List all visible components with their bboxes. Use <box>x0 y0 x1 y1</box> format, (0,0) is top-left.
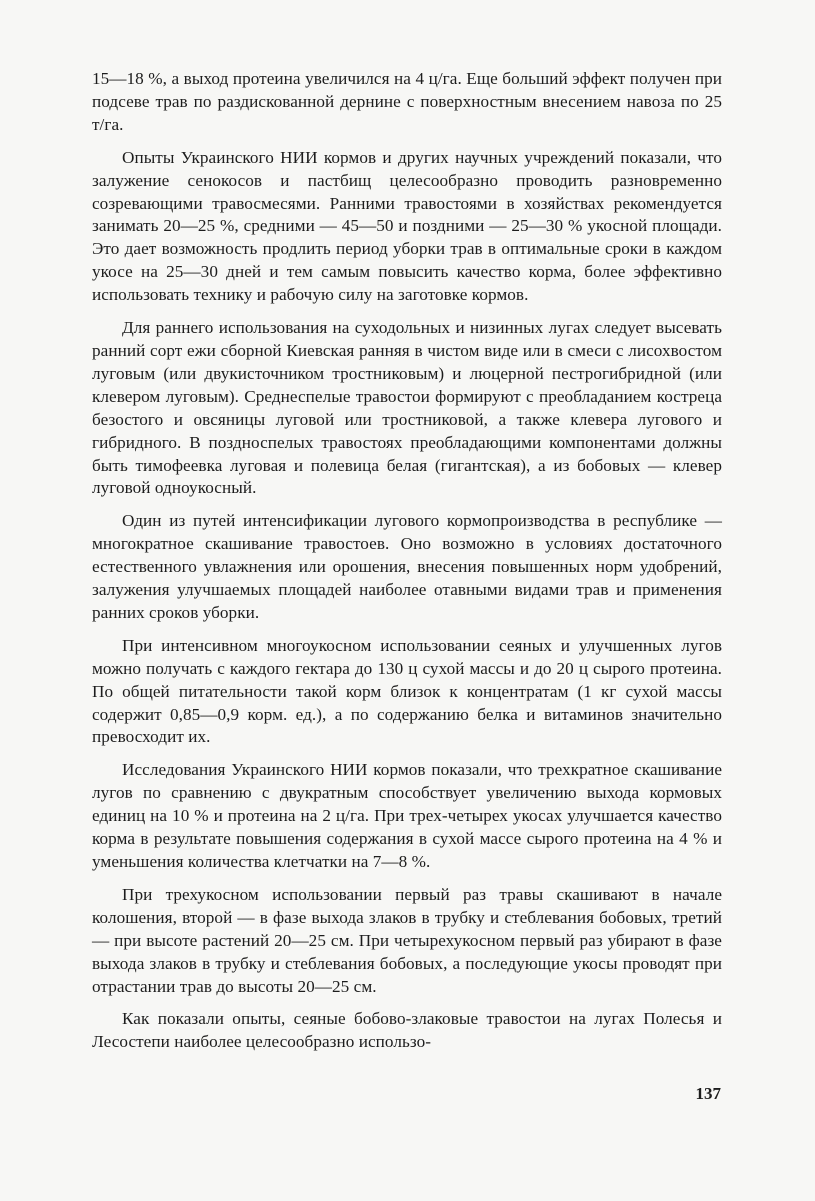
paragraph-3: Для раннего использования на суходольных и низинных лугах следует высевать ранний сорт ежи сборной Киевская ранняя в чистом виде или в смеси с лисохвостом луговым (или двукисточником тростниковым) и люцерной пестрогибридной (или клевером луговым). Среднеспелые травостои формируют с преобладанием костреца безостого и овсяницы луговой или тростниковой, а также клевера лугового и гибридного. В поздноспелых травостоях преобладающими компонентами должны быть тимофеевка луговая и полевица белая (гигантская), а из бобовых — клевер луговой одноукосный. <box>92 318 722 498</box>
page-text-block <box>92 68 722 1064</box>
paragraph-6: Исследования Украинского НИИ кормов показали, что трехкратное скашивание лугов по сравнению с двукратным способствует увеличению выхода кормовых единиц на 10 % и протеина на 2 ц/га. При трех-четырех укосах улучшается качество корма в результате повышения содержания в сухой массе сырого протеина на 4 % и уменьшения количества клетчатки на 7—8 %. <box>92 760 722 871</box>
page-number: 137 <box>695 1084 721 1103</box>
paragraph-4: Один из путей интенсификации лугового кормопроизводства в республике — многократное скашивание травостоев. Оно возможно в условиях достаточного естественного увлажнения или орошения, внесения повышенных норм удобрений, залужения улучшаемых площадей наиболее отавными видами трав и применения ранних сроков уборки. <box>92 511 722 622</box>
paragraph-2: Опыты Украинского НИИ кормов и других научных учреждений показали, что залужение сенокосов и пастбищ целесообразно проводить разновременно созревающими травосмесями. Ранними травостоями в хозяйствах рекомендуется занимать 20—25 %, средними — 45—50 и поздними — 25—30 % укосной площади. Это дает возможность продлить период уборки трав в оптимальные сроки в каждом укосе на 25—30 дней и тем самым повысить качество корма, более эффективно использовать технику и рабочую силу на заготовке кормов. <box>92 147 722 305</box>
paragraph-1: 15—18 %, а выход протеина увеличился на 4 ц/га. Еще больший эффект получен при подсеве трав по раздискованной дернине с поверхностным внесением навоза по 25 т/га. <box>92 69 722 134</box>
paragraph-8: Как показали опыты, сеяные бобово-злаковые травостои на лугах Полесья и Лесостепи наиболее целесообразно использо- <box>92 1009 722 1052</box>
paragraph-5: При интенсивном многоукосном использовании сеяных и улучшенных лугов можно получать с каждого гектара до 130 ц сухой массы и до 20 ц сырого протеина. По общей питательности такой корм близок к концентратам (1 кг сухой массы содержит 0,85—0,9 корм. ед.), а по содержанию белка и витаминов значительно превосходит их. <box>92 635 722 747</box>
paragraph-7: При трехукосном использовании первый раз травы скашивают в начале колошения, второй — в фазе выхода злаков в трубку и стеблевания бобовых, третий — при высоте растений 20—25 см. При четырехукосном первый раз убирают в фазе выхода злаков в трубку и стеблевания бобовых, а последующие укосы проводят при отрастании трав до высоты 20—25 см. <box>92 884 722 996</box>
